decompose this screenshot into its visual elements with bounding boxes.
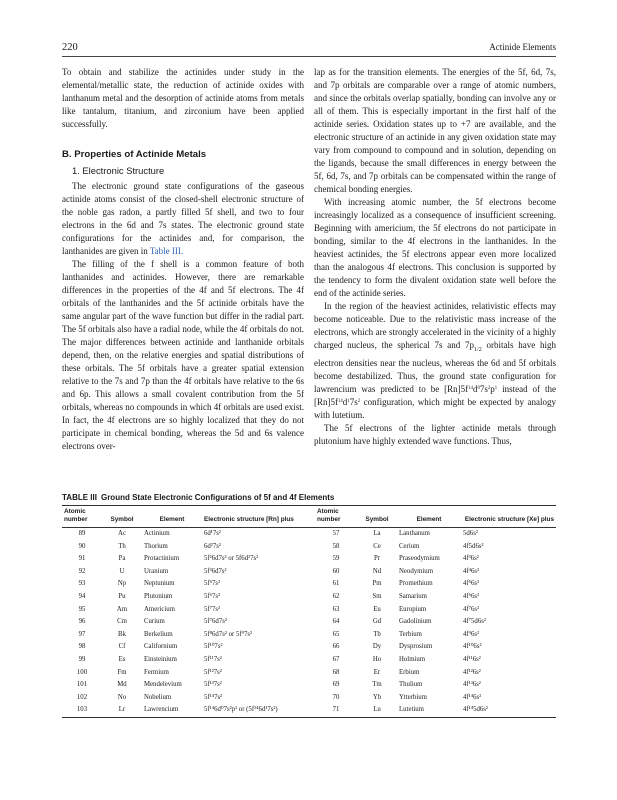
atomic-number-cell: 60 [332,567,340,575]
symbol-cell: Lr [118,706,126,714]
subsection-heading: 1. Electronic Structure [72,165,165,176]
table-row [62,667,556,680]
atomic-number-cell: 64 [332,618,340,626]
element-cell: Fermium [144,668,169,676]
superscript: 0 [477,385,480,391]
element-cell: Gadolinium [399,618,432,626]
symbol-cell: Nd [372,567,382,575]
symbol-cell: Ho [372,655,382,663]
atomic-number-cell: 98 [78,643,86,651]
paragraph-text: In the region of the heaviest actinides, relativistic effects may become noticeable. Due to the relativistic mass increase of the electrons, which are strongly accelerated in the vicinity of a highly charged nucleus, the spherical 7s and 7p [314,301,556,350]
atomic-number-cell: 68 [332,668,340,676]
element-cell: Americium [144,605,175,613]
table-row [62,528,556,541]
element-cell: Thulium [399,681,423,689]
paragraph-text: The electronic ground state configurations of the gaseous actinide atoms consist of the closed-shell electronic structure of the noble gas radon, a partly filled 5f shell, and two to four electrons in the 6d and 7s states. The electronic ground state configurations for the actinides and, for comparison, the lanthanides are given in [62,181,304,256]
symbol-cell: Tb [373,630,381,638]
paragraph-text: p [490,383,495,394]
symbol-cell: No [117,693,127,701]
configuration-cell: 5d6s² [463,530,478,537]
configuration-cell: 4f⁴6s² [463,567,480,575]
symbol-cell: Es [118,655,126,663]
configuration-cell: 6d¹7s² [204,530,221,537]
symbol-cell: Fm [117,668,127,676]
configuration-cell: 4f¹¹6s² [463,655,481,663]
configuration-cell: 4f¹²6s² [463,668,481,676]
configuration-cell: 5f⁶7s² [204,592,221,600]
superscript: 14 [338,398,343,404]
column-header-element: Element [142,506,202,528]
atomic-number-cell: 90 [78,542,86,550]
table-title: Ground State Electronic Configurations of 5f and 4f Elements [100,493,335,502]
element-cell: Ytterbium [399,693,427,701]
atomic-number-cell: 89 [78,530,86,537]
configuration-cell: 4f¹⁰6s² [463,643,482,651]
table-row [62,616,556,629]
configuration-cell: 4f⁷5d6s² [463,618,486,626]
element-cell: Samarium [399,592,427,600]
table-body [62,528,556,717]
atomic-number-cell: 92 [78,567,86,575]
element-cell: Europium [399,605,427,613]
configuration-cell: 4f⁷6s² [463,605,480,613]
element-cell: Curium [144,618,165,626]
paragraph-f-shell: The filling of the f shell is a common feature of both lanthanides and actinides. However, there are remarkable differences in the properties of the 4f and 5f electrons. The 4f orbitals of the lanthanides and the 5f actinide orbitals have the same angular part of the wave function but differ in the radial part. The 5f orbitals also have a radial node, while the 4f orbitals do not. The major differences between actinide and lanthanide orbitals depend, then, on the relative energies and spatial distributions of these orbitals. The 5f orbitals have a greater spatial extension relative to the 7s and 7p than the 4f orbitals have relative to the 6s and 6p. This allows a small covalent contribution from the 5f orbitals, whereas no compounds in which 4f orbitals are used exist. In fact, the 4f electrons are so highly localized that they do not participate in chemical bonding, whereas the 5d and 6s valence electrons over- [62,259,304,451]
element-cell: Mendelevium [144,681,182,689]
symbol-cell: La [373,530,381,537]
header-rule [62,56,556,57]
element-cell: Lutetium [399,706,424,714]
table-row [62,692,556,705]
element-cell: Promethium [399,580,433,588]
element-cell: Plutonium [144,592,173,600]
symbol-cell: Gd [372,618,382,626]
symbol-cell: Pa [118,555,126,563]
configuration-cell: 5f¹⁰7s² [204,643,223,651]
symbol-cell: Yb [372,693,382,701]
configuration-cell: 5f⁵7s² [204,580,221,588]
table-caption [62,493,556,502]
configuration-cell: 6d²7s² [204,542,221,550]
paragraph-localization: With increasing atomic number, the 5f electrons become increasingly localized as a consequence of insufficient screening. Beginning with americium, the 5f electrons do not participate in bonding, similar to the 4f electrons in the lanthanides. In the heaviest actinides, the 5f electrons appear even more localized than the analogous 4f electrons. This conclusion is supported by the tendency to form the divalent oxidation state well before the end of the actinide series. [314,197,556,298]
column-header-atomic-number-4f: Atomic number [315,506,357,528]
table-row [62,553,556,566]
running-title: Actinide Elements [489,42,556,52]
table-row [62,591,556,604]
configuration-cell: 5f¹⁴7s² [204,693,223,701]
configuration-table [62,505,556,718]
table-row [62,704,556,717]
atomic-number-cell: 66 [332,643,340,651]
atomic-number-cell: 70 [332,693,340,701]
table-header-row [62,506,556,528]
configuration-cell: 5f⁷6d7s² [204,618,227,626]
atomic-number-cell: 71 [332,706,340,714]
configuration-cell: 4f5d6s² [463,542,484,550]
atomic-number-cell: 58 [332,542,340,550]
superscript: 2 [357,398,361,404]
atomic-number-cell: 95 [78,605,86,613]
configuration-cell: 4f¹³6s² [463,681,481,689]
symbol-cell: Cm [117,618,127,626]
element-cell: Californium [144,643,178,651]
paragraph-text: d [472,383,478,394]
configuration-cell: 5f¹²7s² [204,668,222,676]
atomic-number-cell: 96 [78,618,86,626]
table-label: TABLE III [62,493,97,502]
table-row [62,629,556,642]
element-cell: Cerium [399,542,420,550]
subscript: 1/2 [474,346,482,353]
element-cell: Erbium [399,668,420,676]
configuration-cell: 4f⁶6s² [463,592,480,600]
paragraph-text: configuration, which might be expected by analogy with lutetium. [314,396,556,420]
table-reference-link[interactable]: Table III. [149,246,184,256]
element-cell: Einsteinium [144,655,177,663]
paragraph-text: d [342,396,348,407]
atomic-number-cell: 103 [76,706,88,714]
element-cell: Thorium [144,542,168,550]
configuration-cell: 5f¹⁴6d⁰7s²p¹ or (5f¹⁴6d¹7s²) [204,706,278,714]
atomic-number-cell: 61 [332,580,340,588]
table-row [62,541,556,554]
symbol-cell: Ce [373,542,381,550]
element-cell: Uranium [144,567,169,575]
right-column [314,66,556,448]
atomic-number-cell: 69 [332,681,340,689]
atomic-number-cell: 99 [78,655,86,663]
page-number: 220 [62,42,78,53]
element-cell: Neptunium [144,580,175,588]
element-cell: Neodymium [399,567,433,575]
element-cell: Actinium [144,530,170,537]
atomic-number-cell: 65 [332,630,340,638]
left-column [62,66,304,453]
atomic-number-cell: 59 [332,555,340,563]
atomic-number-cell: 94 [78,592,86,600]
element-cell: Dysprosium [399,643,433,651]
running-head [62,42,556,56]
atomic-number-cell: 67 [332,655,340,663]
paragraph-text: instead of the [Rn]5f [314,383,556,407]
symbol-cell: Dy [372,643,382,651]
atomic-number-cell: 63 [332,605,340,613]
superscript: 1 [347,398,350,404]
configuration-cell: 5f⁸6d7s² or 5f⁹7s² [204,630,253,638]
column-header-structure-xe: Electronic structure [Xe] plus [461,506,556,528]
atomic-number-cell: 93 [78,580,86,588]
paragraph-electronic-structure [62,180,304,258]
superscript: 14 [468,385,473,391]
paragraph-text: 7s [349,396,358,407]
atomic-number-cell: 97 [78,630,86,638]
atomic-number-cell: 57 [332,530,340,537]
configuration-cell: 4f¹⁴5d6s² [463,706,488,714]
symbol-cell: Lu [373,706,381,714]
element-cell: Protactinium [144,555,180,563]
intro-paragraph: To obtain and stabilize the actinides under study in the elemental/metallic state, the reduction of actinide oxides with lanthanum metal and the desorption of actinide atoms from metals like tantalum, titanium, and zirconium have been applied successfully. [62,67,304,129]
paragraph-orbital-overlap: lap as for the transition elements. The energies of the 5f, 6d, 7s, and 7p orbitals are comparable over a range of atomic numbers, and since the orbitals overlap spatially, bonding can involve any or all of them. This is especially important in the first half of the actinide series. Oxidation states up to +7 are available, and the electronic structure of an actinide in any given oxidation state may vary from compound to compound and in solution, depending on the ligands, because the small differences in energy between the 5f, 6d, 7s, and 7p orbitals can be compensated within the range of chemical bonding energies. [314,67,556,194]
atomic-number-cell: 102 [76,693,88,701]
symbol-cell: U [119,567,125,575]
paragraph-text: orbitals have high electron densities near the nucleus, whereas the 6d and 5f orbitals become destabilized. Thus, the ground state configuration for lawrencium was predicted to be [Rn]5f [314,340,556,394]
symbol-cell: Cf [118,643,126,651]
configuration-cell: 5f¹¹7s² [204,655,222,663]
symbol-cell: Am [116,605,128,613]
table-row [62,604,556,617]
atomic-number-cell: 91 [78,555,86,563]
column-header-symbol: Symbol [102,506,142,528]
symbol-cell: Sm [372,592,382,600]
section-heading: B. Properties of Actinide Metals [62,149,207,160]
column-header-element-4f: Element [397,506,461,528]
symbol-cell: Pu [118,592,126,600]
table-row [62,641,556,654]
symbol-cell: Np [117,580,127,588]
configuration-cell: 5f³6d7s² [204,567,227,575]
configuration-cell: 5f²6d7s² or 5f6d²7s² [204,555,259,563]
atomic-number-cell: 62 [332,592,340,600]
column-header-symbol-4f: Symbol [357,506,397,528]
symbol-cell: Tm [372,681,382,689]
table-row [62,654,556,667]
symbol-cell: Th [118,542,126,550]
configuration-cell: 5f⁷7s² [204,605,221,613]
element-cell: Holmium [399,655,426,663]
paragraph-text: 7s [479,383,488,394]
element-cell: Lanthanum [399,530,430,537]
element-cell: Nobelium [144,693,172,701]
configuration-cell: 4f⁵6s² [463,580,480,588]
atomic-number-cell: 101 [76,681,88,689]
atomic-number-cell: 100 [76,668,88,676]
element-cell: Praseodymium [399,555,440,563]
symbol-cell: Bk [118,630,126,638]
superscript: 2 [487,385,491,391]
element-cell: Terbium [399,630,422,638]
table-row [62,679,556,692]
symbol-cell: Md [117,681,127,689]
table-row [62,578,556,591]
column-header-structure-rn: Electronic structure [Rn] plus [202,506,315,528]
symbol-cell: Pm [372,580,382,588]
paragraph-wave-functions: The 5f electrons of the lighter actinide metals through plutonium have highly extended wave functions. Thus, [314,422,556,446]
table-row [62,566,556,579]
configuration-cell: 4f⁹6s² [463,630,480,638]
symbol-cell: Er [373,668,381,676]
element-cell: Berkelium [144,630,173,638]
symbol-cell: Eu [373,605,381,613]
configuration-cell: 4f¹⁴6s² [463,693,482,701]
column-header-atomic-number: Atomic number [62,506,102,528]
superscript: 1 [494,385,498,391]
configuration-cell: 5f¹³7s² [204,681,222,689]
symbol-cell: Ac [118,530,126,537]
element-cell: Lawrencium [144,706,179,714]
paragraph-relativistic [314,300,556,422]
configuration-cell: 4f³6s² [463,555,479,563]
symbol-cell: Pr [373,555,381,563]
